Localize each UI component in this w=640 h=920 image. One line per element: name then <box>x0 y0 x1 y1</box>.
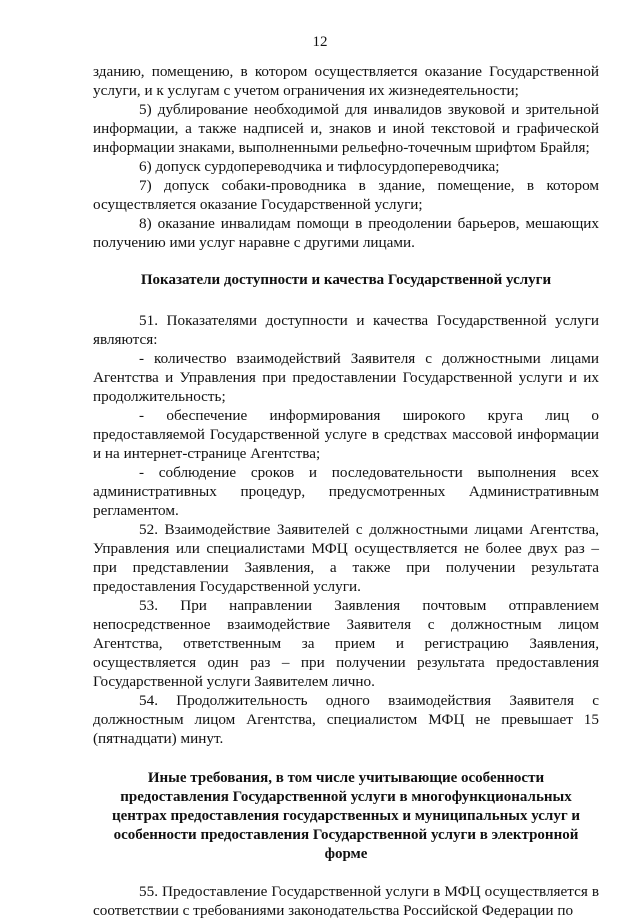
section-heading: Показатели доступности и качества Государственной услуги <box>140 272 552 288</box>
paragraph: 52. Взаимодействие Заявителей с должностными лицами Агентства, Управления или специалистами МФЦ осуществляется не более двух раз – при представлении Заявления, а также при получении результата предоставления Государственной услуги. <box>93 521 599 595</box>
paragraph: 5) дублирование необходимой для инвалидов звуковой и зрительной информации, а также надписей и, знаков и иной текстовой и графической информации знаками, выполненными рельефно-точечным шрифтом Брайля; <box>93 101 599 156</box>
list-item: - обеспечение информирования широкого круга лиц о предоставляемой Государственной услуге в средствах массовой информации и на интернет-странице Агентства; <box>93 407 599 462</box>
paragraph: 54. Продолжительность одного взаимодействия Заявителя с должностным лицом Агентства, специалистом МФЦ не превышает 15 (пятнадцати) минут. <box>93 692 599 747</box>
paragraph: 53. При направлении Заявления почтовым отправлением непосредственное взаимодействие Заявителя с должностным лицом Агентства, ответственным за прием и регистрацию Заявления, осуществляется один раз – при получении результата предоставления Государственной услуги Заявителем лично. <box>93 597 599 690</box>
paragraph: 8) оказание инвалидам помощи в преодолении барьеров, мешающих получению ими услуг наравне с другими лицами. <box>93 215 599 251</box>
page-number: 12 <box>312 34 328 50</box>
paragraph: зданию, помещению, в котором осуществляется оказание Государственной услуги, и к услугам с учетом ограничения их жизнедеятельности; <box>93 63 599 99</box>
list-item: - количество взаимодействий Заявителя с должностными лицами Агентства и Управления при предоставлении Государственной услуги и их продолжительность; <box>93 350 599 405</box>
paragraph: 55. Предоставление Государственной услуги в МФЦ осуществляется в соответствии с требованиями законодательства Российской Федерации по <box>93 883 599 919</box>
paragraph: 7) допуск собаки-проводника в здание, помещение, в котором осуществляется оказание Государственной услуги; <box>93 177 599 213</box>
paragraph: 6) допуск сурдопереводчика и тифлосурдопереводчика; <box>139 158 500 175</box>
list-item: - соблюдение сроков и последовательности выполнения всех административных процедур, предусмотренных Административным регламентом. <box>93 464 599 519</box>
section-heading: Иные требования, в том числе учитывающие особенности предоставления Государственной услуги в многофункциональных центрах предоставления государственных и муниципальных услуг и особенности предоставления Государственной услуги в электронной форме <box>111 770 581 862</box>
document-body <box>93 62 599 920</box>
paragraph: 51. Показателями доступности и качества Государственной услуги являются: <box>93 312 599 348</box>
